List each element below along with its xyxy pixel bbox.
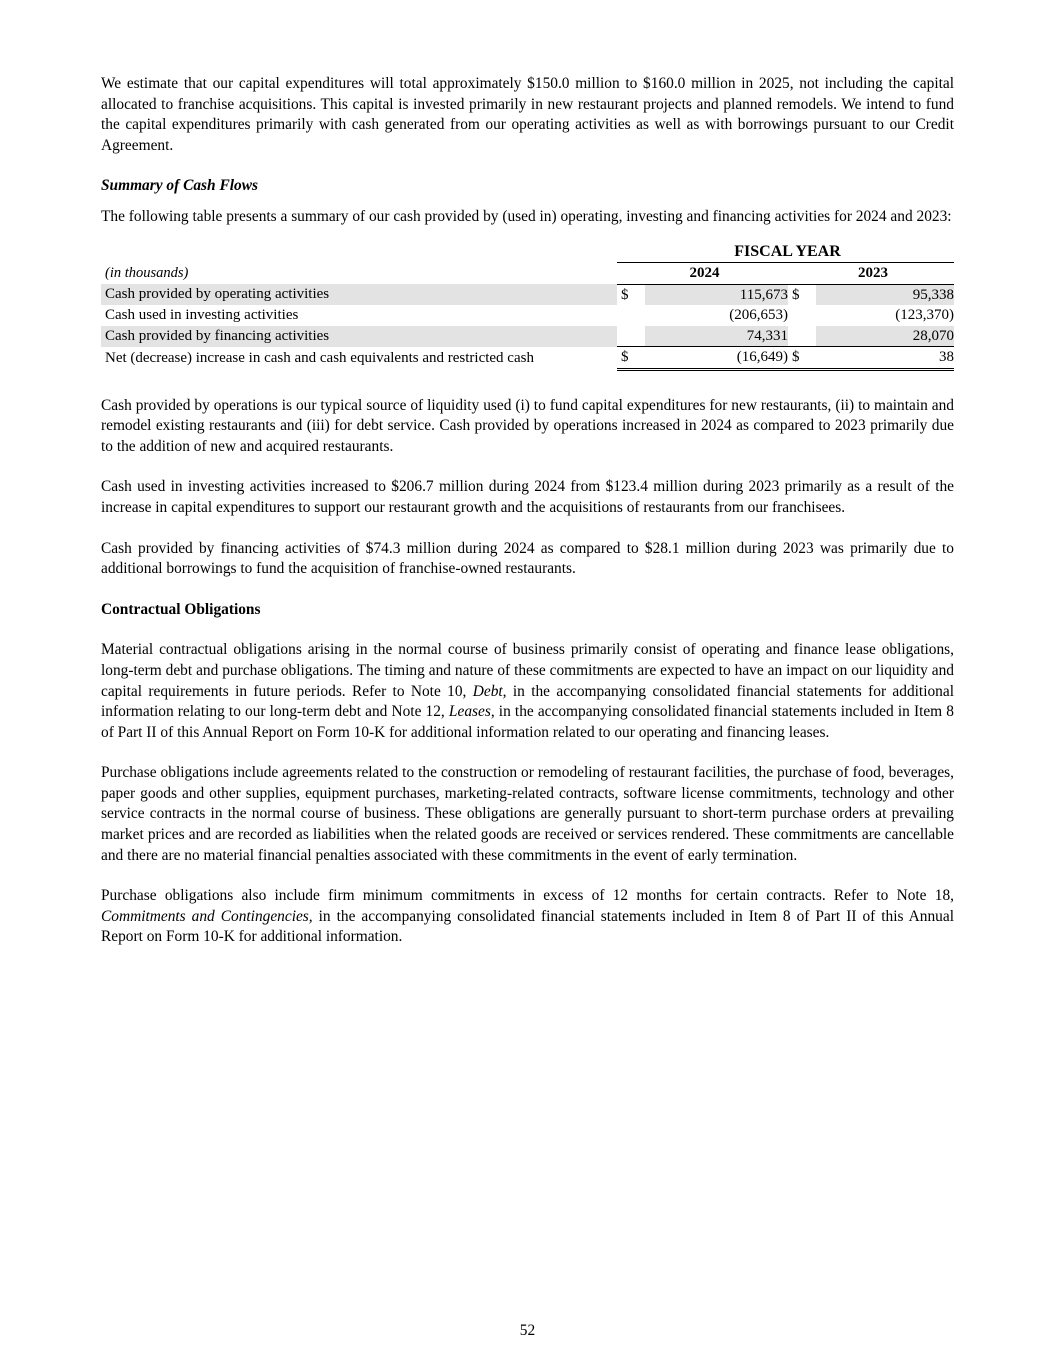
row-label: Cash provided by financing activities	[101, 326, 617, 347]
table-year-header-row	[101, 263, 954, 285]
row-label: Net (decrease) increase in cash and cash equivalents and restricted cash	[105, 349, 534, 366]
table-fiscal-year-row	[101, 242, 954, 263]
row-label: Cash provided by operating activities	[101, 284, 617, 305]
fiscal-year-header: FISCAL YEAR	[734, 242, 841, 260]
operations-paragraph: Cash provided by operations is our typical source of liquidity used (i) to fund capital expenditures for new restaurants, (ii) to maintain and remodel existing restaurants and (iii) for debt service. Cash provided by operations increased in 2024 as compared to 2023 primarily due to the addition of new and acquired restaurants.	[101, 396, 954, 455]
row-label: Cash used in investing activities	[105, 307, 299, 324]
firm-text-1: Purchase obligations also include firm minimum commitments in excess of 12 months for certain contracts. Refer to Note 18,	[101, 887, 954, 905]
dollar-sign: $	[792, 286, 800, 303]
value-2024: (16,649)	[645, 347, 788, 370]
investing-paragraph: Cash used in investing activities increased to $206.7 million during 2024 from $123.4 million during 2023 primarily as a result of the increase in capital expenditures to support our restaurant growth and the acquisitions of restaurants from our franchisees.	[101, 478, 954, 516]
value-2023: (123,370)	[895, 307, 955, 324]
summary-intro-paragraph: The following table presents a summary of our cash provided by (used in) operating, investing and financing activities for 2024 and 2023:	[101, 207, 952, 225]
debt-term: Debt,	[472, 682, 507, 700]
table-total-row	[101, 347, 954, 370]
leases-term: Leases	[448, 703, 491, 721]
value-2023: 28,070	[816, 326, 954, 347]
table-row	[101, 326, 954, 347]
dollar-sign: $	[617, 347, 645, 370]
year-2024-header: 2024	[617, 263, 788, 285]
value-2024: (206,653)	[729, 307, 788, 324]
year-2023-header: 2023	[788, 263, 954, 285]
contractual-text-2: in the accompanying consolidated financial statements for additional information relating to our long-term debt and Note 12,	[101, 682, 954, 721]
contractual-text-3: , in the accompanying consolidated financial statements included in Item 8 of Part II of this Annual Report on Form 10-K for additional information related to our operating and financing leases.	[101, 703, 954, 741]
dollar-sign	[617, 326, 645, 347]
value-2023: 38	[816, 347, 954, 370]
dollar-sign: $	[621, 286, 629, 303]
contractual-text-1: Material contractual obligations arising in the normal course of business primarily consist of operating and finance lease obligations, long-term debt and purchase obligations. The timing and nature of these commitments are expected to have an impact on our liquidity and capital requirements in future periods. Refer to Note 10,	[101, 641, 954, 700]
contractual-paragraph	[101, 640, 954, 743]
table-row	[101, 305, 954, 326]
capex-paragraph: We estimate that our capital expenditures will total approximately $150.0 million to $160.0 million in 2025, not including the capital allocated to franchise acquisitions. This capital is invested primarily in new restaurant projects and planned remodels. We intend to fund the capital expenditures primarily with cash generated from our operating activities as well as with borrowings pursuant to our Credit Agreement.	[101, 75, 954, 154]
financing-paragraph: Cash provided by financing activities of $74.3 million during 2024 as compared to $28.1 million during 2023 was primarily due to additional borrowings to fund the acquisition of franchise-owned restaurants.	[101, 539, 954, 578]
table-row	[101, 284, 954, 305]
cash-flow-table	[101, 242, 954, 371]
value-2023: 95,338	[816, 284, 954, 305]
units-label: (in thousands)	[105, 265, 189, 282]
firm-text-2: in the accompanying consolidated financial statements included in Item 8 of Part II of this Annual Report on Form 10-K for additional information.	[101, 907, 954, 946]
dollar-sign	[788, 305, 816, 326]
summary-of-cash-flows-heading: Summary of Cash Flows	[101, 177, 258, 195]
purchase-obligations-paragraph: Purchase obligations include agreements related to the construction or remodeling of restaurant facilities, the purchase of food, beverages, paper goods and other supplies, equipment purchases, marketing-related contracts, software license commitments, technology and other service contracts in the normal course of business. These obligations are generally pursuant to short-term purchase orders at prevailing market prices and are recorded as liabilities when the related goods are received or services rendered. These commitments are cancellable and there are no material financial penalties associated with these commitments in the event of early termination.	[101, 764, 954, 864]
dollar-sign	[617, 305, 645, 326]
firm-commitments-paragraph	[101, 886, 954, 948]
dollar-sign	[788, 326, 816, 347]
commitments-term: Commitments and Contingencies,	[101, 907, 313, 925]
value-2024: 115,673	[645, 284, 788, 305]
contractual-obligations-heading: Contractual Obligations	[101, 600, 261, 618]
document-page	[101, 74, 954, 948]
page-number: 52	[519, 1322, 536, 1339]
value-2024: 74,331	[645, 326, 788, 347]
dollar-sign: $	[788, 347, 816, 370]
